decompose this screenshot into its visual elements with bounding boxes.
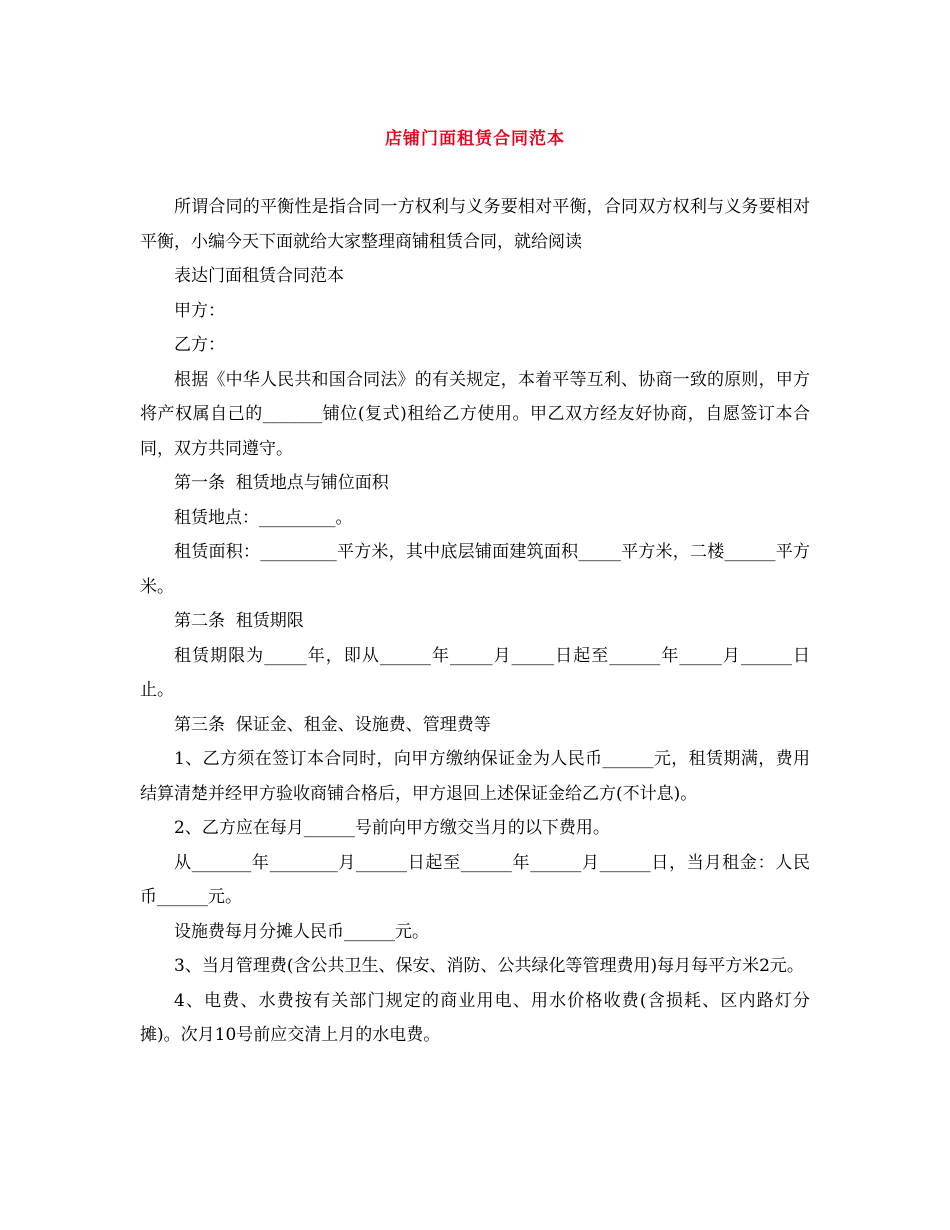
document-title: 店铺门面租赁合同范本 [385,129,565,149]
clause-monthly-payment: 2、乙方应在每月______号前向甲方缴交当月的以下费用。 [174,818,610,838]
clause-utilities: 4、电费、水费按有关部门规定的商业用电、用水价格收费(含损耗、区内路灯分摊)。次月10号前应交清上月的水电费。 [140,990,810,1045]
lease-area-line: 租赁面积：_________平方米，其中底层铺面建筑面积_____平方米，二楼______平方米。 [140,542,810,597]
subtitle-line: 表达门面租赁合同范本 [174,266,344,286]
rent-period-line: 从_______年________月______日起至______年______月______日，当月租金：人民币______元。 [140,852,810,907]
clause-deposit: 1、乙方须在签订本合同时，向甲方缴纳保证金为人民币______元，租赁期满，费用结算清楚并经甲方验收商铺合格后，甲方退回上述保证金给乙方(不计息)。 [140,749,810,804]
intro-paragraph: 所谓合同的平衡性是指合同一方权利与义务要相对平衡，合同双方权利与义务要相对平衡，小编今天下面就给大家整理商铺租赁合同，就给阅读 [140,197,810,252]
clause-management-fee: 3、当月管理费(含公共卫生、保安、消防、公共绿化等管理费用)每月每平方米2元。 [174,956,804,976]
article-1-heading: 第一条 租赁地点与铺位面积 [174,473,389,493]
article-2-heading: 第二条 租赁期限 [174,611,304,631]
document-body [140,190,810,1053]
party-a-line: 甲方： [174,300,225,321]
lease-term-line: 租赁期限为_____年，即从______年_____月_____日起至______年_____月______日止。 [140,645,810,700]
facility-fee-line: 设施费每月分摊人民币______元。 [174,921,429,942]
lease-location-line: 租赁地点：_________。 [174,507,353,528]
party-b-line: 乙方： [174,335,225,355]
preamble-paragraph: 根据《中华人民共和国合同法》的有关规定，本着平等互利、协商一致的原则，甲方将产权属自己的_______铺位(复式)租给乙方使用。甲乙双方经友好协商，自愿签订本合同，双方共同遵守。 [140,369,810,459]
article-3-heading: 第三条 保证金、租金、设施费、管理费等 [174,714,491,735]
